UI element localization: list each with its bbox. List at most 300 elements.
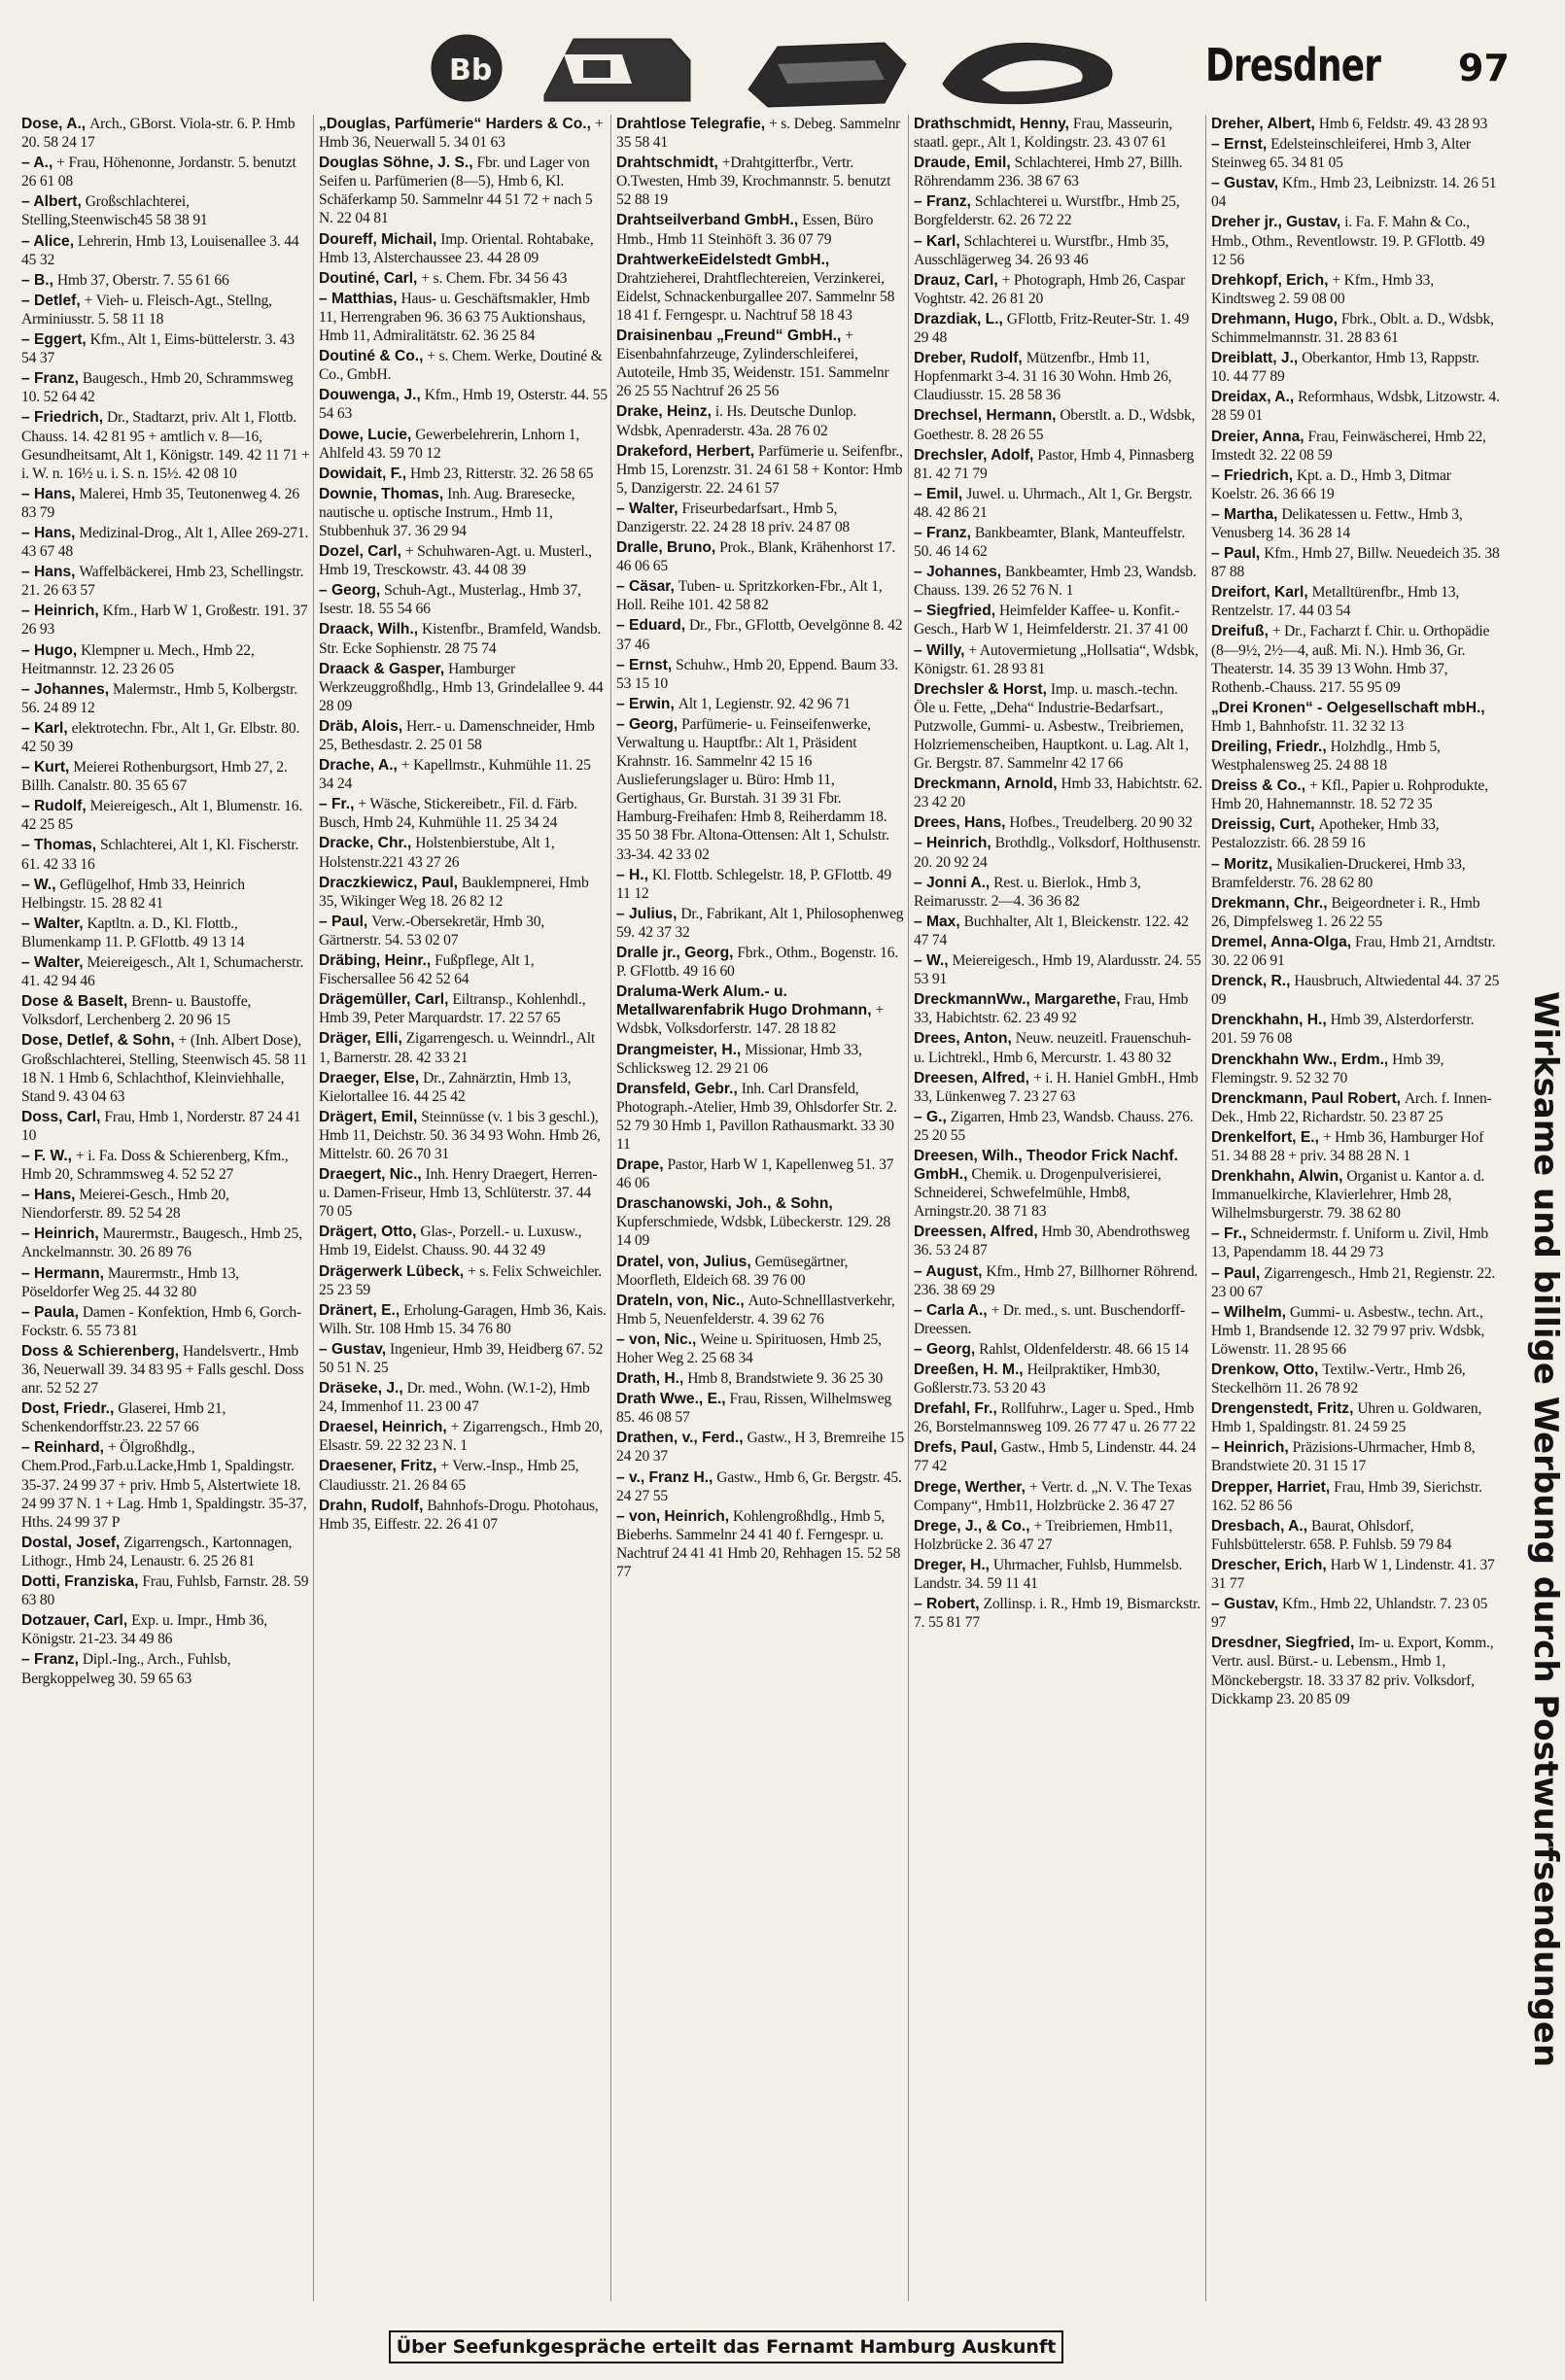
- directory-entry: [319, 717, 608, 754]
- entry-name: – Hermann,: [21, 1264, 104, 1282]
- entry-details: Gummi- u. Asbestw., techn. Art., Hmb 1, Brandsende 12. 32 79 97 priv. Wdsbk, Löwenstr. 11. 28 95 66: [1211, 1303, 1485, 1358]
- entry-name: Drehkopf, Erich,: [1211, 271, 1329, 289]
- entry-details: Parfümerie- u. Feinseifenwerke, Verwaltung u. Hauptfbr.: Alt 1, Präsident Krahnstr. 16. Sammelnr 42 15 16 Auslieferungslager u. Büro: Hmb 11, Gertighaus, Gr. Burstah. 31 39 31 Fbr. Hamburg-Freihafen: Hmb 8, Reiherdamm 18. 35 50 38 Fbr. Altona-Ottensen: Alt 1, Schulstr. 33-34. 42 33 02: [616, 715, 889, 863]
- entry-name: – Hans,: [21, 524, 76, 541]
- entry-name: Drahtseilverband GmbH.,: [616, 212, 799, 229]
- entry-name: Drengenstedt, Fritz,: [1211, 1400, 1354, 1418]
- entry-name: – Hans,: [21, 564, 76, 581]
- entry-details: Weine u. Spirituosen, Hmb 25, Hoher Weg 2. 25 68 34: [616, 1330, 882, 1366]
- entry-details: Essen, Büro Hmb., Hmb 11 Steinhöft 3. 36 07 79: [616, 212, 874, 248]
- entry-name: Drenkhahn, Alwin,: [1211, 1168, 1343, 1186]
- directory-entry: [1211, 776, 1500, 813]
- directory-entry: [319, 581, 608, 618]
- entry-details: Dipl.-Ing., Arch., Fuhlsb, Bergkoppelweg 30. 59 65 63: [21, 1651, 231, 1687]
- directory-entry: [21, 1534, 310, 1570]
- directory-entry: [914, 1069, 1202, 1106]
- entry-details: + Kapellmstr., Kuhmühle 11. 25 34 24: [319, 757, 591, 793]
- entry-details: + Vertr. d. „N. V. The Texas Company“, Hmb11, Holzbrücke 2. 36 47 27: [914, 1478, 1192, 1514]
- directory-entry: [319, 660, 608, 715]
- directory-entry: [319, 1165, 608, 1221]
- directory-entry: [319, 230, 608, 267]
- entry-details: i. Hs. Deutsche Dunlop. Wdsbk, Apenraderstr. 43a. 28 76 02: [616, 403, 857, 439]
- directory-entry: [21, 836, 310, 873]
- entry-details: Kfm., Hmb 23, Leibnizstr. 14. 26 51 04: [1211, 175, 1497, 211]
- directory-entry: [914, 1108, 1202, 1145]
- entry-details: Frau, Masseurin, staatl. gepr., Alt 1, Koldingstr. 23. 43 07 61: [914, 116, 1172, 152]
- entry-name: – Albert,: [21, 193, 82, 211]
- entry-name: Douwenga, J.,: [319, 387, 421, 404]
- directory-entry: [21, 1031, 310, 1105]
- directory-entry: [914, 1223, 1202, 1259]
- entry-details: Schuh-Agt., Musterlag., Hmb 37, Isestr. 18. 55 54 66: [319, 582, 581, 618]
- entry-details: + s. Chem. Fbr. 34 56 43: [421, 269, 568, 287]
- entry-name: Drehmann, Hugo,: [1211, 310, 1338, 328]
- directory-entry: [1211, 1167, 1500, 1223]
- entry-name: Dreesen, Alfred,: [914, 1069, 1030, 1087]
- entry-name: Dräb, Alois,: [319, 717, 403, 735]
- directory-entry: [1211, 1399, 1500, 1436]
- entry-name: Downie, Thomas,: [319, 485, 444, 502]
- entry-details: Baugesch., Hmb 20, Schrammsweg 10. 52 64 42: [21, 370, 294, 406]
- entry-name: – Franz,: [914, 524, 971, 541]
- entry-name: – B.,: [21, 271, 53, 289]
- directory-column-4: [914, 115, 1202, 2292]
- directory-entry: [1211, 738, 1500, 775]
- entry-details: Lehrerin, Hmb 13, Louisenallee 3. 44 45 32: [21, 232, 299, 268]
- column-divider: [313, 115, 314, 2301]
- entry-name: DrahtwerkeEidelstedt GmbH.,: [616, 251, 830, 268]
- entry-details: Brenn- u. Baustoffe, Volksdorf, Lerchenberg 2. 20 96 15: [21, 993, 252, 1029]
- directory-entry: [1211, 1517, 1500, 1554]
- directory-entry: [319, 426, 608, 463]
- entry-name: – Johannes,: [914, 564, 1002, 581]
- entry-name: – Fr.,: [1211, 1225, 1247, 1243]
- entry-details: Damen - Konfektion, Hmb 6, Gorch-Fockstr. 6. 55 73 81: [21, 1303, 301, 1339]
- directory-entry: [319, 834, 608, 871]
- entry-details: Geflügelhof, Hmb 33, Heinrich Helbingstr. 15. 28 82 41: [21, 876, 245, 912]
- footer-notice: Über Seefunkgespräche erteilt das Fernamt Hamburg Auskunft: [389, 2330, 1063, 2363]
- entry-name: DreckmannWw., Margarethe,: [914, 991, 1121, 1009]
- entry-name: Dreber, Rudolf,: [914, 350, 1023, 367]
- entry-name: – Heinrich,: [21, 1225, 99, 1243]
- directory-entry: [319, 154, 608, 227]
- entry-name: Drägemüller, Carl,: [319, 991, 449, 1009]
- entry-details: Zigarrengsch., Kartonnagen, Lithogr., Hmb 24, Lenaustr. 6. 25 26 81: [21, 1534, 293, 1569]
- directory-entry: [319, 465, 608, 483]
- entry-details: Holzhdlg., Hmb 5, Westphalensweg 25. 24 88 18: [1211, 739, 1441, 775]
- entry-name: – Hugo,: [21, 641, 78, 659]
- entry-details: Meiereigesch., Alt 1, Schumacherstr. 41. 42 94 46: [21, 954, 304, 990]
- directory-entry: [914, 1478, 1202, 1515]
- entry-name: Dozel, Carl,: [319, 543, 401, 561]
- directory-column-1: [21, 115, 310, 2292]
- entry-details: Dr., Fabrikant, Alt 1, Philosophenweg 59. 42 37 32: [616, 905, 904, 941]
- entry-details: Friseurbedarfsart., Hmb 5, Danzigerstr. 22. 24 28 18 priv. 24 87 08: [616, 500, 851, 535]
- directory-entry: [616, 154, 905, 209]
- entry-name: – W.,: [21, 876, 56, 893]
- entry-name: – Carla A.,: [914, 1301, 988, 1319]
- entry-details: + Zigarrengsch., Hmb 20, Elsastr. 59. 22 32 23 N. 1: [319, 1419, 604, 1455]
- entry-name: – Siegfried,: [914, 603, 996, 620]
- entry-name: – A.,: [21, 155, 53, 172]
- directory-entry: [319, 1340, 608, 1377]
- directory-entry: [616, 538, 905, 575]
- entry-details: Dr., Zahnärztin, Hmb 13, Kielortallee 16. 44 25 42: [319, 1069, 572, 1105]
- entry-details: Arch. f. Innen-Dek., Hmb 22, Richardstr. 50. 23 87 25: [1211, 1089, 1492, 1125]
- entry-details: Uhrmacher, Fuhlsb, Hummelsb. Landstr. 34. 59 11 41: [914, 1556, 1183, 1593]
- entry-details: Rahlst, Oldenfelderstr. 48. 66 15 14: [979, 1340, 1189, 1358]
- entry-name: – Ernst,: [616, 656, 673, 673]
- entry-details: Inh. Carl Dransfeld, Photograph.-Atelier, Hmb 39, Ohlsdorfer Str. 2. 52 79 30 Hmb 1, Pavillon Rathausmarkt. 33 30 11: [616, 1080, 897, 1153]
- directory-entry: [914, 913, 1202, 949]
- entry-details: + Kfl., Papier u. Rohprodukte, Hmb 20, Hahnemannstr. 18. 52 72 35: [1211, 777, 1488, 813]
- entry-name: Draegert, Nic.,: [319, 1166, 422, 1184]
- directory-entry: [319, 485, 608, 540]
- entry-details: Verw.-Obersekretär, Hmb 30, Gärtnerstr. 54. 53 02 07: [319, 913, 545, 949]
- column-divider: [1205, 115, 1206, 2301]
- directory-column-2: [319, 115, 608, 2292]
- entry-details: Juwel. u. Uhrmach., Alt 1, Gr. Bergstr. 48. 42 86 21: [914, 485, 1193, 521]
- entry-details: Glas-, Porzell.- u. Luxusw., Hmb 19, Eidelst. Chauss. 90. 44 32 49: [319, 1224, 582, 1259]
- entry-name: – Paula,: [21, 1303, 79, 1321]
- entry-details: Kfm., Hmb 22, Uhlandstr. 7. 23 05 97: [1211, 1596, 1488, 1632]
- entry-details: Hmb 6, Feldstr. 49. 43 28 93: [1318, 116, 1488, 132]
- directory-entry: [21, 1650, 310, 1687]
- entry-details: Zollinsp. i. R., Hmb 19, Bismarckstr. 7. 55 81 77: [914, 1596, 1200, 1632]
- directory-entry: [1211, 1011, 1500, 1048]
- entry-name: – Reinhard,: [21, 1439, 104, 1457]
- entry-details: + Treibriemen, Hmb11, Holzbrücke 2. 36 47 27: [914, 1517, 1173, 1553]
- directory-entry: [914, 1399, 1202, 1436]
- entry-name: Drege, Werther,: [914, 1478, 1026, 1496]
- directory-entry: [914, 1301, 1202, 1338]
- directory-entry: [21, 1108, 310, 1145]
- entry-name: Dralle jr., Georg,: [616, 945, 734, 962]
- entry-details: Brothdlg., Volksdorf, Holthusenstr. 20. 20 92 24: [914, 835, 1201, 871]
- entry-name: – Gustav,: [1211, 1596, 1279, 1613]
- directory-entry: [21, 641, 310, 678]
- entry-details: Buchhalter, Alt 1, Bleickenstr. 122. 42 47 74: [914, 913, 1189, 949]
- entry-details: Dr., Stadtarzt, priv. Alt 1, Flottb. Chauss. 14. 42 81 95 + amtlich v. 8—16, Gesundheitsamt, Alt 1, Königstr. 149. 42 11 71 + i. W. n. 16½ u. i. S. n. 15½. 42 08 10: [21, 409, 310, 482]
- column-divider: [908, 115, 909, 2301]
- entry-name: Drathen, v., Ferd.,: [616, 1430, 744, 1447]
- entry-details: Erholung-Garagen, Hmb 36, Kais. Wilh. Str. 108 Hmb 15. 34 76 80: [319, 1301, 607, 1337]
- entry-details: Kpt. a. D., Hmb 3, Ditmar Koelstr. 26. 36 66 19: [1211, 466, 1451, 502]
- entry-name: Drape,: [616, 1156, 664, 1174]
- entry-details: Inh. Henry Draegert, Herren- u. Damen-Friseur, Hmb 13, Schlüterstr. 37. 44 70 05: [319, 1166, 598, 1221]
- directory-entry: [1211, 1556, 1500, 1593]
- entry-details: Parfümerie u. Seifenfbr., Hmb 15, Lorenzstr. 31. 24 61 58 + Kontor: Hmb 5, Danzigerstr. 22. 24 61 57: [616, 442, 903, 497]
- entry-name: – Thomas,: [21, 837, 97, 854]
- directory-entry: [319, 951, 608, 988]
- entry-name: – Hans,: [21, 1187, 76, 1204]
- directory-entry: [1211, 505, 1500, 542]
- entry-details: i. Fa. F. Mahn & Co., Hmb., Othm., Reventlowstr. 19. P. GFlottb. 49 12 56: [1211, 214, 1485, 268]
- entry-details: Malermstr., Hmb 5, Kolbergstr. 56. 24 89 12: [21, 680, 297, 716]
- directory-entry: [21, 1438, 310, 1531]
- entry-details: + Wäsche, Stickereibetr., Fil. d. Färb. Busch, Hmb 24, Kuhmühle 11. 25 34 24: [319, 796, 577, 832]
- entry-details: + s. Felix Schweichler. 25 23 59: [319, 1262, 603, 1298]
- directory-entry: [319, 386, 608, 423]
- directory-entry: [21, 292, 310, 328]
- directory-entry: [914, 524, 1202, 561]
- entry-name: – von, Heinrich,: [616, 1507, 730, 1525]
- entry-name: Draesener, Fritz,: [319, 1458, 437, 1475]
- directory-entry: [21, 1147, 310, 1184]
- directory-entry: [616, 577, 905, 614]
- entry-details: +Drahtgitterfbr., Vertr. O.Twesten, Hmb 39, Krochmannstr. 5. benutzt 52 88 19: [616, 155, 891, 209]
- entry-name: Draack, Wilh.,: [319, 621, 419, 638]
- entry-name: – Karl,: [21, 719, 68, 737]
- entry-details: Gastw., Hmb 5, Lindenstr. 44. 24 77 42: [914, 1439, 1197, 1475]
- directory-entry: [1211, 1595, 1500, 1632]
- entry-name: Dresdner, Siegfried,: [1211, 1635, 1355, 1652]
- directory-entry: [914, 1517, 1202, 1554]
- entry-details: Bahnhofs-Drogu. Photohaus, Hmb 35, Eiffestr. 22. 26 41 07: [319, 1497, 599, 1533]
- entry-name: Dresbach, A.,: [1211, 1517, 1308, 1535]
- directory-entry: [21, 1572, 310, 1609]
- entry-details: Bauklempnerei, Hmb 35, Wikinger Weg 18. 26 82 12: [319, 874, 589, 910]
- column-divider: [610, 115, 611, 2301]
- entry-name: Drechsler & Horst,: [914, 680, 1047, 698]
- directory-entry: [21, 719, 310, 756]
- entry-name: „Drei Kronen“ - Oelgesellschaft mbH.,: [1211, 699, 1485, 716]
- entry-details: Pastor, Hmb 4, Pinnasberg 81. 42 71 79: [914, 446, 1195, 482]
- entry-details: Meiereigesch., Alt 1, Blumenstr. 16. 42 25 85: [21, 798, 303, 834]
- entry-name: Dost, Friedr.,: [21, 1400, 115, 1418]
- entry-name: Drath Wwe., E.,: [616, 1391, 726, 1408]
- entry-name: Doss & Schierenberg,: [21, 1342, 180, 1360]
- entry-details: + s. Debeg. Sammelnr 35 58 41: [616, 116, 901, 152]
- directory-entry: [1211, 815, 1500, 852]
- directory-entry: [21, 953, 310, 990]
- entry-details: Fbrk., Oblt. a. D., Wdsbk, Schimmelmannstr. 31. 28 83 61: [1211, 310, 1494, 347]
- entry-details: Gastw., Hmb 6, Gr. Bergstr. 45. 24 27 55: [616, 1468, 902, 1504]
- entry-details: Herr.- u. Damenschneider, Hmb 25, Bethesdastr. 2. 25 01 58: [319, 717, 595, 753]
- directory-entry: [914, 232, 1202, 269]
- entry-name: Drees, Anton,: [914, 1030, 1012, 1048]
- entry-name: Drege, J., & Co.,: [914, 1517, 1030, 1535]
- entry-details: Hmb 39, Alsterdorferstr. 201. 59 76 08: [1211, 1012, 1475, 1048]
- directory-entry: [914, 1340, 1202, 1359]
- entry-details: Dr. med., Wohn. (W.1-2), Hmb 24, Immenhof 11. 23 00 47: [319, 1380, 590, 1416]
- directory-entry: [21, 1186, 310, 1223]
- entry-details: Inh. Aug. Braresecke, nautische u. optische Instrum., Hmb 11, Stubbenhuk 37. 36 29 94: [319, 485, 575, 539]
- entry-details: Präzisions-Uhrmacher, Hmb 8, Brandstwiete 20. 31 15 17: [1211, 1439, 1476, 1475]
- directory-entry: [616, 251, 905, 325]
- directory-entry: [914, 154, 1202, 190]
- entry-name: Dose, A.,: [21, 116, 87, 132]
- directory-entry: [21, 271, 310, 290]
- entry-details: + i. H. Haniel GmbH., Hmb 33, Lünkenweg 7. 23 27 63: [914, 1069, 1199, 1105]
- entry-name: Doss, Carl,: [21, 1108, 101, 1125]
- entry-name: – Max,: [914, 913, 960, 930]
- entry-name: – Gustav,: [319, 1340, 387, 1358]
- directory-entry: [1211, 1438, 1500, 1475]
- entry-name: Draesel, Heinrich,: [319, 1419, 447, 1436]
- entry-name: – Robert,: [914, 1596, 980, 1613]
- directory-entry: [1211, 428, 1500, 465]
- entry-details: Musikalien-Druckerei, Hmb 33, Bramfelderstr. 76. 28 62 80: [1211, 855, 1466, 891]
- entry-name: Dreher jr., Gustav,: [1211, 214, 1341, 231]
- entry-name: – Heinrich,: [21, 603, 99, 620]
- entry-name: – Paul,: [1211, 1264, 1261, 1282]
- entry-details: Gemüsegärtner, Moorfleth, Eldeich 68. 39 76 00: [616, 1253, 849, 1289]
- entry-details: Hmb 23, Ritterstr. 32. 26 58 65: [410, 465, 594, 482]
- entry-name: Draeger, Else,: [319, 1069, 420, 1087]
- entry-name: – Matthias,: [319, 290, 398, 307]
- entry-details: Schuhw., Hmb 20, Eppend. Baum 33. 53 15 10: [616, 656, 898, 692]
- entry-name: Drenkow, Otto,: [1211, 1362, 1319, 1378]
- directory-entry: [21, 1303, 310, 1340]
- directory-entry: [319, 290, 608, 345]
- directory-entry: [1211, 1224, 1500, 1261]
- directory-entry: [21, 1399, 310, 1436]
- entry-name: Dralle, Bruno,: [616, 539, 716, 557]
- entry-details: + Vieh- u. Fleisch-Agt., Stellng, Arminiusstr. 5. 58 11 18: [21, 292, 272, 328]
- entry-name: Drathschmidt, Henny,: [914, 116, 1070, 132]
- header-ornament-graphics: [428, 25, 1166, 109]
- directory-entry: [914, 115, 1202, 152]
- entry-name: – Walter,: [21, 954, 84, 972]
- directory-entry: [914, 834, 1202, 871]
- entry-name: Drekmann, Chr.,: [1211, 894, 1328, 912]
- entry-details: + i. Fa. Doss & Schierenberg, Kfm., Hmb 20, Schrammsweg 4. 52 52 27: [21, 1147, 289, 1184]
- entry-name: „Douglas, Parfümerie“ Harders & Co.,: [319, 116, 591, 132]
- entry-details: + Frau, Höhenonne, Jordanstr. 5. benutzt 26 61 08: [21, 155, 296, 190]
- entry-name: Dreessen, Alfred,: [914, 1224, 1038, 1241]
- directory-entry: [914, 602, 1202, 638]
- directory-entry: [1211, 1089, 1500, 1126]
- entry-details: + Verw.-Insp., Hmb 25, Claudiusstr. 21. 26 84 65: [319, 1458, 579, 1494]
- entry-name: – Willy,: [914, 641, 965, 659]
- entry-details: + Eisenbahnfahrzeuge, Zylinderschleiferei, Autoteile, Hmb 35, Weidenstr. 151. Sammelnr 26 25 55 Nachtruf 26 25 56: [616, 328, 889, 400]
- directory-entry: [914, 446, 1202, 483]
- entry-details: + s. Chem. Werke, Doutiné & Co., GmbH.: [319, 348, 603, 384]
- entry-details: Mützenfbr., Hmb 11, Hopfenmarkt 3-4. 31 16 30 Wohn. Hmb 26, Claudiusstr. 15. 28 58 36: [914, 350, 1172, 404]
- entry-name: – Georg,: [319, 582, 381, 600]
- entry-name: Doureff, Michail,: [319, 230, 437, 248]
- directory-entry: [914, 680, 1202, 773]
- directory-entry: [319, 1029, 608, 1066]
- entry-name: Dose, Detlef, & Sohn,: [21, 1032, 175, 1050]
- entry-name: Drenckhahn, H.,: [1211, 1012, 1327, 1029]
- directory-entry: [1211, 1264, 1500, 1301]
- directory-entry: [616, 715, 905, 864]
- directory-entry: [1211, 933, 1500, 970]
- entry-details: Kfm., Alt 1, Eims-büttelerstr. 3. 43 54 37: [21, 331, 295, 367]
- entry-name: – Wilhelm,: [1211, 1303, 1286, 1321]
- entry-details: Schlachterei u. Wurstfbr., Hmb 35, Ausschlägerweg 34. 26 93 46: [914, 232, 1169, 268]
- entry-name: – Jonni A.,: [914, 874, 991, 891]
- entry-details: Beigeordneter i. R., Hmb 26, Dimpfelsweg 1. 26 22 55: [1211, 894, 1480, 930]
- directory-entry: [21, 524, 310, 561]
- entry-name: – Cäsar,: [616, 578, 675, 596]
- entry-details: Haus- u. Geschäftsmakler, Hmb 11, Herrengraben 96. 36 63 75 Auktionshaus, Hmb 11, Admiralitätstr. 62. 36 25 84: [319, 290, 590, 345]
- entry-details: + Dr., Facharzt f. Chir. u. Orthopädie (8—9½, 2½—4, auß. Mi. N.). Hmb 36, Gr. Theaterstr. 14. 35 39 13 Wohn. Hmb 37, Rothenb.-Chauss. 217. 55 95 09: [1211, 623, 1490, 696]
- entry-name: – Martha,: [1211, 505, 1278, 523]
- entry-details: + Photograph, Hmb 26, Caspar Voghtstr. 42. 26 81 20: [914, 271, 1186, 307]
- directory-entry: [1211, 135, 1500, 172]
- entry-name: Drägerwerk Lübeck,: [319, 1262, 465, 1280]
- entry-name: Dreesen, Wilh., Theodor Frick Nachf. GmbH.,: [914, 1147, 1178, 1184]
- directory-entry: [914, 1595, 1202, 1632]
- directory-entry: [616, 1253, 905, 1290]
- entry-details: Steinnüsse (v. 1 bis 3 geschl.), Hmb 11, Deichstr. 50. 36 34 93 Wohn. Hmb 26, Mittelstr. 60. 26 70 31: [319, 1108, 601, 1162]
- entry-details: Hmb 8, Brandstwiete 9. 36 25 30: [687, 1370, 884, 1388]
- directory-entry: [319, 620, 608, 657]
- entry-name: Dreiss & Co.,: [1211, 777, 1306, 795]
- directory-entry: [319, 1108, 608, 1163]
- entry-details: Kohlengroßhdlg., Hmb 5, Bieberhs. Sammelnr 24 41 40 f. Ferngespr. u. Nachtruf 24 41 41 Hmb 20, Rehhagen 15. 52 58 77: [616, 1507, 901, 1581]
- entry-details: Zigarrengesch., Hmb 21, Regienstr. 22. 23 00 67: [1211, 1264, 1496, 1300]
- directory-entry: [1211, 1478, 1500, 1515]
- directory-entry: [319, 1262, 608, 1299]
- entry-name: Drache, A.,: [319, 757, 398, 775]
- entry-name: Drath, H.,: [616, 1370, 684, 1388]
- directory-entry: [914, 485, 1202, 522]
- entry-name: Draschanowski, Joh., & Sohn,: [616, 1195, 833, 1213]
- directory-entry: [616, 500, 905, 536]
- entry-details: Gewerbelehrerin, Lnhorn 1, Ahlfeld 43. 59 70 12: [319, 426, 580, 462]
- entry-details: Fbr. und Lager von Seifen u. Parfümerien (8—5), Hmb 6, Kl. Schäferkamp 50. Sammelnr 44 51 72 + nach 5 N. 22 04 81: [319, 155, 593, 227]
- entry-name: – Kurt,: [21, 759, 70, 776]
- entry-name: Drahtlose Telegrafie,: [616, 116, 766, 132]
- directory-entry: [616, 211, 905, 248]
- directory-entry: [21, 680, 310, 717]
- entry-details: Ingenieur, Hmb 39, Heidberg 67. 52 50 51 N. 25: [319, 1340, 604, 1376]
- directory-entry: [616, 1080, 905, 1154]
- entry-name: Dreger, H.,: [914, 1556, 990, 1573]
- entry-name: – G.,: [914, 1108, 947, 1125]
- entry-details: Rest. u. Bierlok., Hmb 3, Reimarusstr. 2—4. 36 36 82: [914, 874, 1141, 910]
- entry-details: Eiltransp., Kohlenhdl., Hmb 39, Peter Marquardstr. 17. 22 57 65: [319, 991, 586, 1027]
- directory-entry: [914, 775, 1202, 811]
- directory-entry: [1211, 544, 1500, 581]
- entry-name: Dowe, Lucie,: [319, 426, 412, 443]
- entry-details: Oberstlt. a. D., Wdsbk, Goethestr. 8. 28 26 55: [914, 407, 1196, 443]
- directory-entry: [1211, 213, 1500, 268]
- directory-entry: [914, 990, 1202, 1027]
- entry-name: Draisinenbau „Freund“ GmbH.,: [616, 328, 842, 345]
- directory-entry: [319, 1301, 608, 1338]
- entry-name: Dowidait, F.,: [319, 465, 407, 482]
- entry-details: Kfm., Hmb 27, Billw. Neuedeich 35. 38 87 88: [1211, 545, 1500, 581]
- entry-details: Arch., GBorst. Viola-str. 6. P. Hmb 20. 58 24 17: [21, 116, 296, 152]
- directory-entry: [616, 1292, 905, 1328]
- entry-name: Dreidax, A.,: [1211, 389, 1295, 406]
- directory-entry: [1211, 349, 1500, 386]
- entry-name: Drahtschmidt,: [616, 155, 718, 172]
- entry-details: Meierei Rothenburgsort, Hmb 27, 2. Billh. Canalstr. 80. 35 65 67: [21, 759, 288, 795]
- entry-details: Frau, Hmb 21, Arndtstr. 30. 22 06 91: [1211, 933, 1496, 970]
- directory-entry: [319, 1457, 608, 1494]
- entry-name: – August,: [914, 1262, 983, 1280]
- directory-entry: [21, 1342, 310, 1397]
- entry-name: – Hans,: [21, 485, 76, 502]
- directory-entry: [616, 1429, 905, 1466]
- entry-name: – Eggert,: [21, 331, 87, 349]
- directory-entry: [1211, 972, 1500, 1009]
- entry-name: Dreeßen, H. M.,: [914, 1362, 1024, 1378]
- entry-name: – Georg,: [616, 715, 678, 733]
- directory-entry: [1211, 855, 1500, 892]
- directory-entry: [21, 115, 310, 152]
- svg-text:Bb: Bb: [449, 53, 493, 87]
- entry-name: Dreifuß,: [1211, 623, 1269, 640]
- entry-name: – Friedrich,: [21, 409, 104, 427]
- entry-name: Drake, Heinz,: [616, 403, 712, 421]
